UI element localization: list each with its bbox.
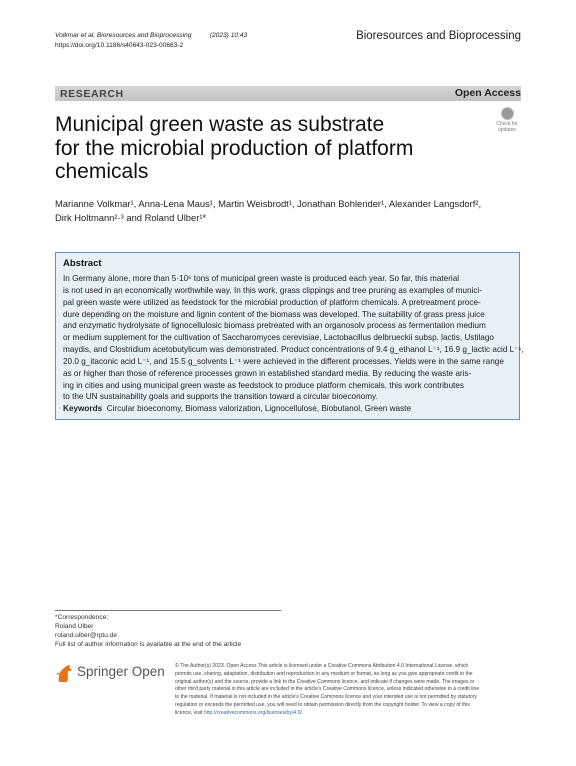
correspondence-label: *Correspondence: [55, 614, 109, 621]
license-line: regulation or exceeds the permitted use, you will need to obtain permission directly from the copyright holder. To view a copy of this [175, 701, 470, 708]
doi-link[interactable]: https://doi.org/10.1186/s40643-023-00663-2 [55, 41, 184, 49]
abstract-line: In Germany alone, more than 5·10⁶ tons of municipal green waste is produced each year. So far, this material [63, 274, 460, 283]
correspondence-note [55, 613, 241, 649]
check-updates-line1: Check for [496, 121, 518, 127]
check-updates-icon [501, 107, 514, 120]
citation: Volkmar et al. Bioresources and Bioprocessing [55, 32, 192, 39]
license-line: other third party material in this article are included in the article's Creative Commons licence, unless indicated otherwise in a credit line [175, 686, 480, 693]
publisher-name: Springer Open [77, 664, 165, 679]
license-line: © The Author(s) 2023. Open Access This article is licensed under a Creative Commons Attribution 4.0 International License, which [175, 663, 469, 669]
abstract-line: 20.0 g_itaconic acid L⁻¹, and 15.5 g_solvents L⁻¹ were achieved in the different processes. Yields were in the same range [63, 356, 504, 366]
abstract-line: and enzymatic hydrolysate of lignocellulosic biomass pretreated with an organosolv process as fermentation medium [63, 321, 486, 331]
abstract-box [55, 252, 524, 420]
abstract-line: ing in cities and using municipal green waste as feedstock to produce platform chemicals, this work contributes [63, 380, 464, 390]
abstract-line: is not used in an economically worthwhile way. In this work, grass clippings and tree pruning as examples of munici- [63, 285, 482, 295]
check-for-updates-badge[interactable] [492, 107, 522, 135]
springer-horse-icon [55, 662, 75, 684]
keywords [63, 404, 411, 413]
title-line: Municipal green waste as substrate [55, 113, 385, 136]
year-page: (2023) 10:43 [209, 32, 248, 39]
abstract-line: or medium supplement for the cultivation of Saccharomyces cerevisiae, Lactobacillus delbrueckii subsp. lactis, Ustilago [63, 333, 494, 343]
section-band [55, 86, 521, 101]
author-list [55, 197, 525, 225]
abstract-line: dure depending on the moisture and lignin content of the biomass was developed. The suitability of grass press juice [63, 309, 485, 319]
running-header [55, 31, 247, 50]
article-title [55, 113, 475, 184]
open-access-label: Open Access [454, 87, 521, 99]
correspondence-email[interactable]: roland.ulber@rptu.de [55, 632, 118, 639]
abstract-line: pal green waste were utilized as feedstock for the microbial production of platform chemicals. A pretreatment proce- [63, 297, 481, 307]
authors-line2: Dirk Holtmann²·³ and Roland Ulber¹* [55, 212, 207, 223]
authors-line1: Marianne Volkmar¹, Anna-Lena Maus¹, Martin Weisbrodt¹, Jonathan Bohlender¹, Alexander Langsdorf², [55, 198, 482, 209]
title-line: chemicals [55, 160, 149, 183]
journal-name: Bioresources and Bioprocessing [356, 30, 521, 42]
abstract-line: to the UN sustainability goals and supports the transition toward a circular bioeconomy. [63, 392, 378, 402]
license-link[interactable]: http://creativecommons.org/licenses/by/4.0/. [203, 709, 304, 716]
license-line: licence, visit [175, 709, 204, 716]
correspondence-name: Roland Ulber [55, 623, 94, 630]
license-line: original author(s) and the source, provide a link to the Creative Commons licence, and indicate if changes were made. The images or [175, 678, 475, 685]
check-updates-line2: updates [498, 126, 516, 133]
keywords-label: Keywords [63, 404, 103, 413]
abstract-line: as or higher than those of reference processes grown in established standard media. By reducing the waste aris- [63, 368, 472, 378]
author-info-note: Full list of author information is available at the end of the article [55, 641, 242, 648]
title-line: for the microbial production of platform [55, 136, 414, 160]
abstract-heading: Abstract [63, 258, 102, 269]
keywords-list: Circular bioeconomy, Biomass valorization, Lignocellulose, Biobutanol, Green waste [106, 404, 412, 413]
license-line: permits use, sharing, adaptation, distribution and reproduction in any medium or format, as long as you give appropriate credit to the [175, 670, 473, 677]
abstract-line: maydis, and Clostridium acetobutylicum was demonstrated. Product concentrations of 9.4 g_ethanol L⁻¹, 16.9 g_lactic acid L⁻¹, [63, 345, 524, 355]
license-text [175, 663, 522, 718]
license-line: to the material. If material is not included in the article's Creative Commons licence and your intended use is not permitted by statutory [175, 694, 477, 701]
abstract-text [63, 273, 524, 403]
article-type-label: RESEARCH [60, 88, 124, 100]
footnote-divider [55, 610, 281, 611]
springer-open-logo [55, 662, 165, 684]
